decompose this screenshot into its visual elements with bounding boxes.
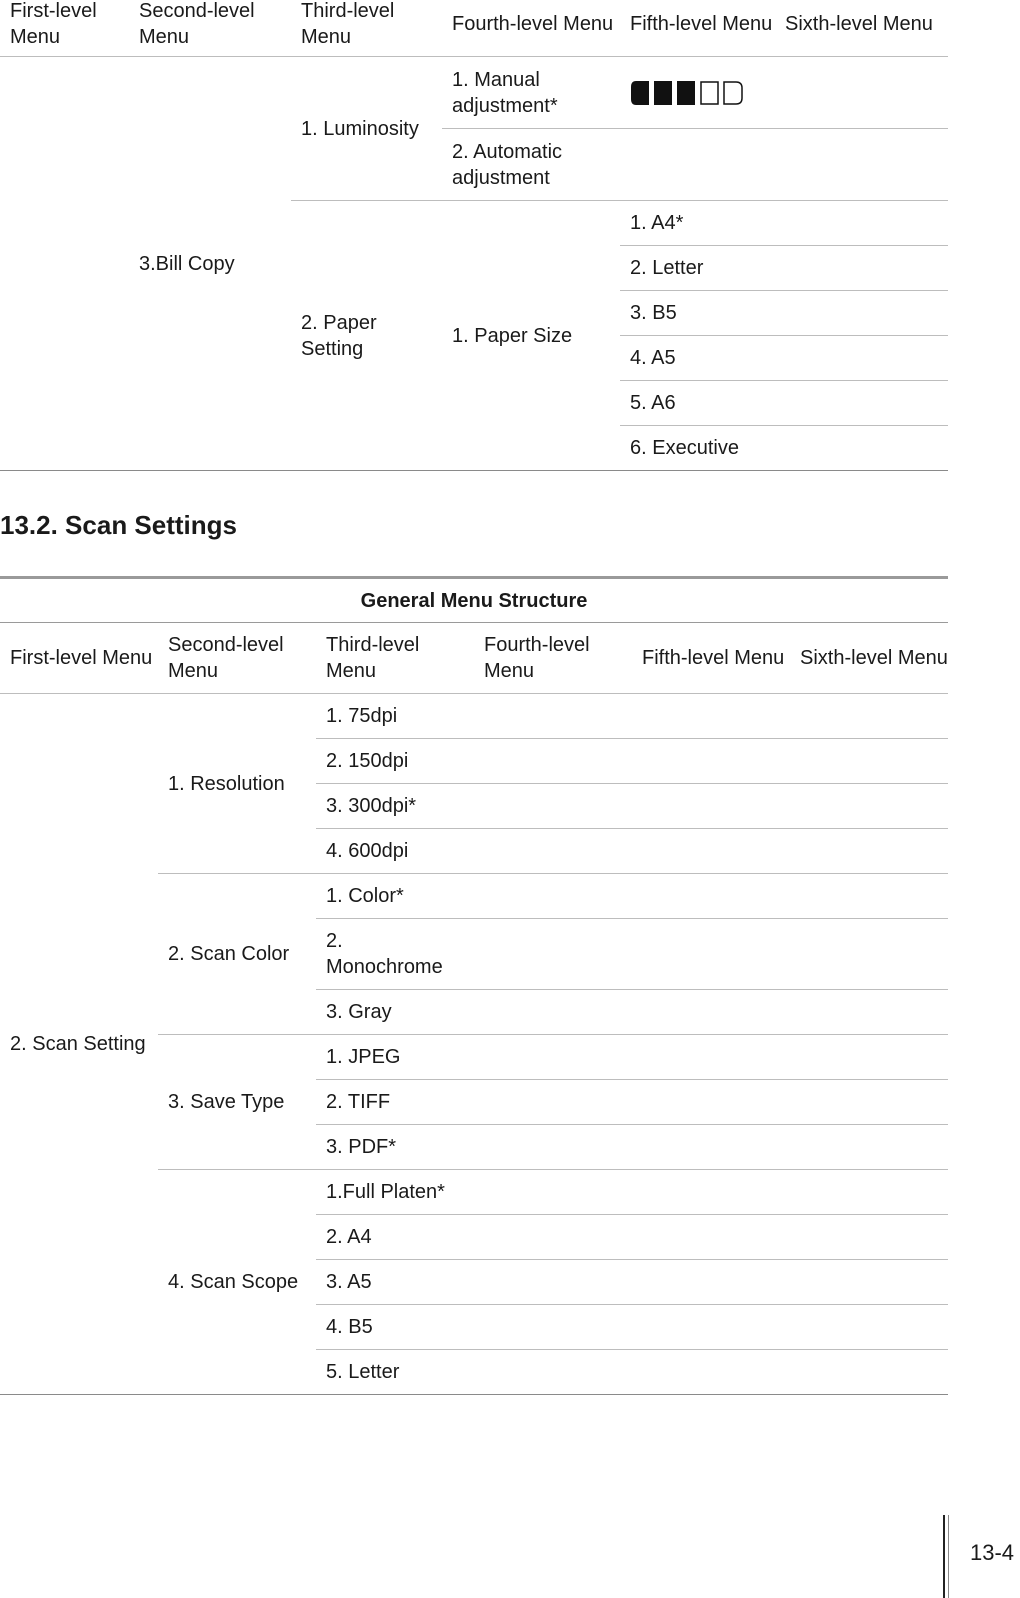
second-level-cell: 1. Resolution [158, 694, 316, 874]
option-cell: 1. A4* [620, 201, 775, 246]
sixth-level-cell [775, 246, 948, 291]
fourth-level-cell: 1. Manual adjustment* [442, 57, 620, 129]
option-cell: 1. JPEG [316, 1035, 474, 1080]
table-header-row [0, 623, 948, 694]
fifth-level-cell [620, 129, 775, 201]
option-cell: 3. 300dpi* [316, 784, 474, 829]
fifth-level-cell [620, 57, 775, 129]
table-title-row [0, 578, 948, 623]
option-cell: 3. B5 [620, 291, 775, 336]
second-level-cell: 3. Save Type [158, 1035, 316, 1170]
option-cell: 4. A5 [620, 336, 775, 381]
option-cell: 1.Full Platen* [316, 1170, 474, 1215]
third-level-cell: 1. Luminosity [291, 57, 442, 201]
option-cell: 3. PDF* [316, 1125, 474, 1170]
header-cell: Sixth-level Menu [800, 647, 948, 669]
header-cell: Second-level Menu [139, 0, 255, 48]
option-cell: 5. A6 [620, 381, 775, 426]
option-cell: 2. TIFF [316, 1080, 474, 1125]
option-cell: 4. 600dpi [316, 829, 474, 874]
luminosity-level-icon [630, 79, 744, 107]
header-cell: Second-level Menu [168, 634, 284, 682]
option-cell: 1. Color* [316, 874, 474, 919]
fourth-level-cell: 2. Automatic adjustment [442, 129, 620, 201]
third-level-cell: 2. Paper Setting [291, 201, 442, 471]
second-level-cell: 3.Bill Copy [129, 57, 291, 471]
sixth-level-cell [775, 201, 948, 246]
option-cell: 6. Executive [620, 426, 775, 471]
option-cell: 2. Letter [620, 246, 775, 291]
header-cell: Fifth-level Menu [642, 647, 785, 669]
table-header-row [0, 0, 948, 57]
sixth-level-cell [775, 129, 948, 201]
second-level-cell: 4. Scan Scope [158, 1170, 316, 1395]
option-cell: 2. 150dpi [316, 739, 474, 784]
option-text: 2. Monochrome [326, 930, 443, 978]
header-cell: Sixth-level Menu [785, 13, 933, 35]
option-cell: 2. A4 [316, 1215, 474, 1260]
header-cell: First-level Menu [10, 0, 97, 48]
first-level-cell [0, 57, 129, 471]
header-cell: Fourth-level Menu [452, 13, 614, 35]
header-cell: Third-level Menu [301, 0, 395, 48]
sixth-level-cell [775, 57, 948, 129]
second-level-cell: 2. Scan Color [158, 874, 316, 1035]
header-cell: Third-level Menu [326, 634, 420, 682]
header-cell: Fourth-level Menu [484, 634, 590, 682]
table-title: General Menu Structure [0, 578, 948, 623]
table-row [0, 57, 948, 129]
option-cell: 4. B5 [316, 1305, 474, 1350]
option-cell: 5. Letter [316, 1350, 474, 1395]
bill-copy-menu-table [0, 0, 948, 471]
first-level-cell: 2. Scan Setting [0, 694, 158, 1395]
header-cell: First-level Menu [10, 647, 153, 669]
header-cell: Fifth-level Menu [630, 13, 773, 35]
sixth-level-cell [775, 381, 948, 426]
fourth-level-cell: 1. Paper Size [442, 201, 620, 471]
option-cell [316, 919, 474, 990]
option-cell: 3. Gray [316, 990, 474, 1035]
page-margin-rule [943, 1515, 945, 1598]
sixth-level-cell [775, 336, 948, 381]
page-number: 13-4 [970, 1540, 1015, 1565]
section-title: 13.2. Scan Settings [0, 510, 237, 540]
option-cell: 3. A5 [316, 1260, 474, 1305]
sixth-level-cell [775, 291, 948, 336]
option-cell: 1. 75dpi [316, 694, 474, 739]
scan-settings-menu-table [0, 576, 948, 1395]
table-row [0, 694, 948, 739]
sixth-level-cell [775, 426, 948, 471]
page-margin-rule [948, 1515, 949, 1598]
